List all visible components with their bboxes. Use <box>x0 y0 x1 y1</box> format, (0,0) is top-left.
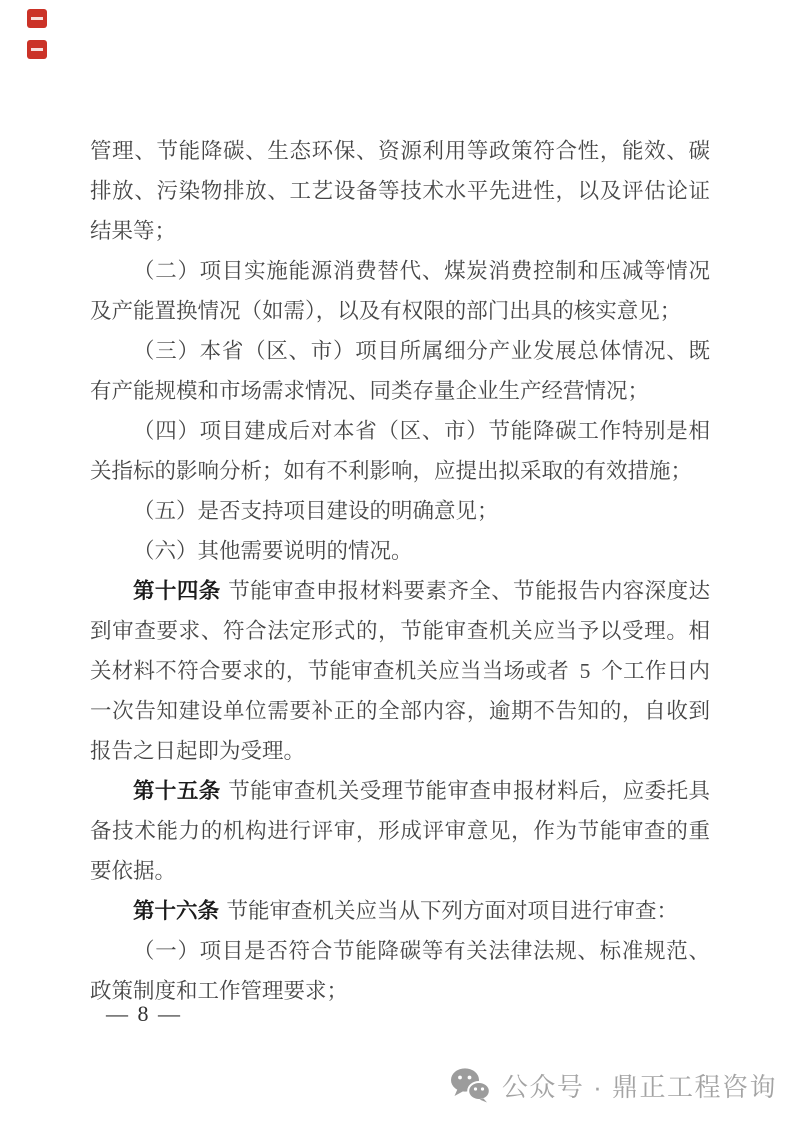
paragraph: （二）项目实施能源消费替代、煤炭消费控制和压减等情况及产能置换情况（如需），以及有权限的部门出具的核实意见； <box>90 259 710 323</box>
page-number: — 8 — <box>106 1001 182 1026</box>
paragraph: 第十六条 节能审查机关应当从下列方面对项目进行审查： <box>133 899 679 923</box>
watermark <box>450 1064 777 1106</box>
article-number: 第十五条 <box>133 779 221 803</box>
red-mark-icon <box>27 40 47 59</box>
document-body <box>90 131 710 1011</box>
paragraph: （四）项目建成后对本省（区、市）节能降碳工作特别是相关指标的影响分析；如有不利影响，应提出拟采取的有效措施； <box>90 419 710 483</box>
paragraph: 管理、节能降碳、生态环保、资源利用等政策符合性，能效、碳排放、污染物排放、工艺设备等技术水平先进性，以及评估论证结果等； <box>90 139 710 243</box>
paragraph: （六）其他需要说明的情况。 <box>133 539 413 563</box>
paragraph: 第十五条 节能审查机关受理节能审查申报材料后，应委托具备技术能力的机构进行评审，形成评审意见，作为节能审查的重要依据。 <box>90 779 710 883</box>
red-mark-icon <box>27 9 47 28</box>
wechat-icon <box>450 1067 490 1103</box>
paragraph: 第十四条 节能审查申报材料要素齐全、节能报告内容深度达到审查要求、符合法定形式的，节能审查机关应当予以受理。相关材料不符合要求的，节能审查机关应当当场或者 5 个工作日内一次告知建设单位需要补正的全部内容，逾期不告知的，自收到报告之日起即为受理。 <box>90 579 710 763</box>
paragraph: （三）本省（区、市）项目所属细分产业发展总体情况、既有产能规模和市场需求情况、同类存量企业生产经营情况； <box>90 339 710 403</box>
article-number: 第十四条 <box>133 579 221 603</box>
paragraph: （一）项目是否符合节能降碳等有关法律法规、标准规范、政策制度和工作管理要求； <box>90 939 710 1003</box>
watermark-text: 公众号 · 鼎正工程咨询 <box>501 1071 777 1102</box>
red-marks <box>27 9 49 71</box>
paragraph: （五）是否支持项目建设的明确意见； <box>133 499 499 523</box>
article-number: 第十六条 <box>133 899 220 923</box>
